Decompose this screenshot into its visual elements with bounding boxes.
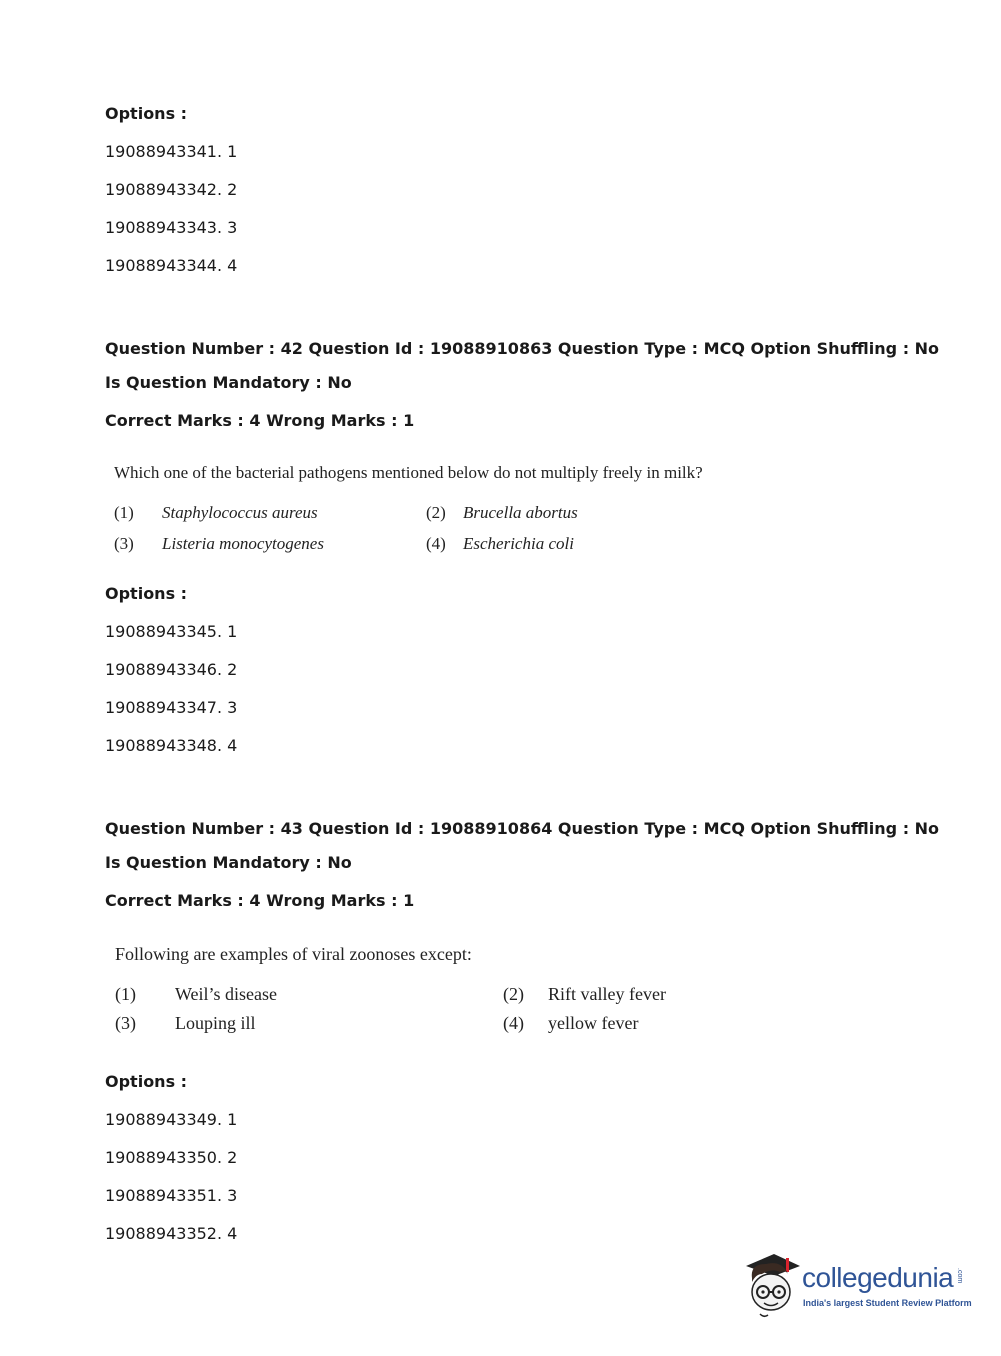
question-mandatory: Is Question Mandatory : No	[105, 853, 352, 872]
choice-number: (3)	[114, 534, 134, 553]
options-label: Options :	[105, 104, 188, 123]
choice-number: (1)	[114, 503, 134, 522]
question-text: Following are examples of viral zoonoses except:	[115, 944, 472, 964]
choice-number: (1)	[115, 984, 136, 1004]
choice-text: Rift valley fever	[548, 984, 666, 1004]
choice-number: (4)	[426, 534, 446, 553]
choice-text: yellow fever	[548, 1013, 639, 1033]
options-label: Options :	[105, 584, 188, 603]
option-item: 19088943343. 3	[105, 218, 238, 237]
choice-number: (3)	[115, 1013, 136, 1033]
choice-number: (2)	[503, 984, 524, 1004]
choice-text: Weil’s disease	[175, 984, 278, 1004]
collegedunia-logo	[742, 1248, 972, 1320]
choice-text: Escherichia coli	[463, 534, 574, 553]
question-header: Question Number : 42 Question Id : 19088910863 Question Type : MCQ Option Shuffling : No	[105, 339, 940, 358]
option-item: 19088943342. 2	[105, 180, 238, 199]
option-item: 19088943349. 1	[105, 1110, 238, 1129]
option-item: 19088943352. 4	[105, 1224, 238, 1243]
choice-text: Staphylococcus aureus	[162, 503, 318, 522]
choice-text: Louping ill	[175, 1013, 256, 1033]
option-item: 19088943350. 2	[105, 1148, 238, 1167]
question-marks: Correct Marks : 4 Wrong Marks : 1	[105, 411, 415, 430]
option-item: 19088943347. 3	[105, 698, 238, 717]
option-item: 19088943351. 3	[105, 1186, 238, 1205]
choice-text: Listeria monocytogenes	[162, 534, 324, 553]
options-label: Options :	[105, 1072, 188, 1091]
option-item: 19088943345. 1	[105, 622, 238, 641]
question-marks: Correct Marks : 4 Wrong Marks : 1	[105, 891, 415, 910]
option-item: 19088943346. 2	[105, 660, 238, 679]
question-mandatory: Is Question Mandatory : No	[105, 373, 352, 392]
question-header: Question Number : 43 Question Id : 19088910864 Question Type : MCQ Option Shuffling : No	[105, 819, 940, 838]
logo-suffix: .com	[956, 1268, 963, 1284]
question-text: Which one of the bacterial pathogens mentioned below do not multiply freely in milk?	[114, 463, 703, 482]
option-item: 19088943341. 1	[105, 142, 238, 161]
logo-tagline: India's largest Student Review Platform	[803, 1298, 972, 1308]
choice-text: Brucella abortus	[463, 503, 578, 522]
student-mascot-icon	[742, 1248, 802, 1318]
logo-wordmark: collegedunia	[802, 1262, 954, 1293]
choice-number: (4)	[503, 1013, 524, 1033]
choice-number: (2)	[426, 503, 446, 522]
option-item: 19088943344. 4	[105, 256, 238, 275]
option-item: 19088943348. 4	[105, 736, 238, 755]
